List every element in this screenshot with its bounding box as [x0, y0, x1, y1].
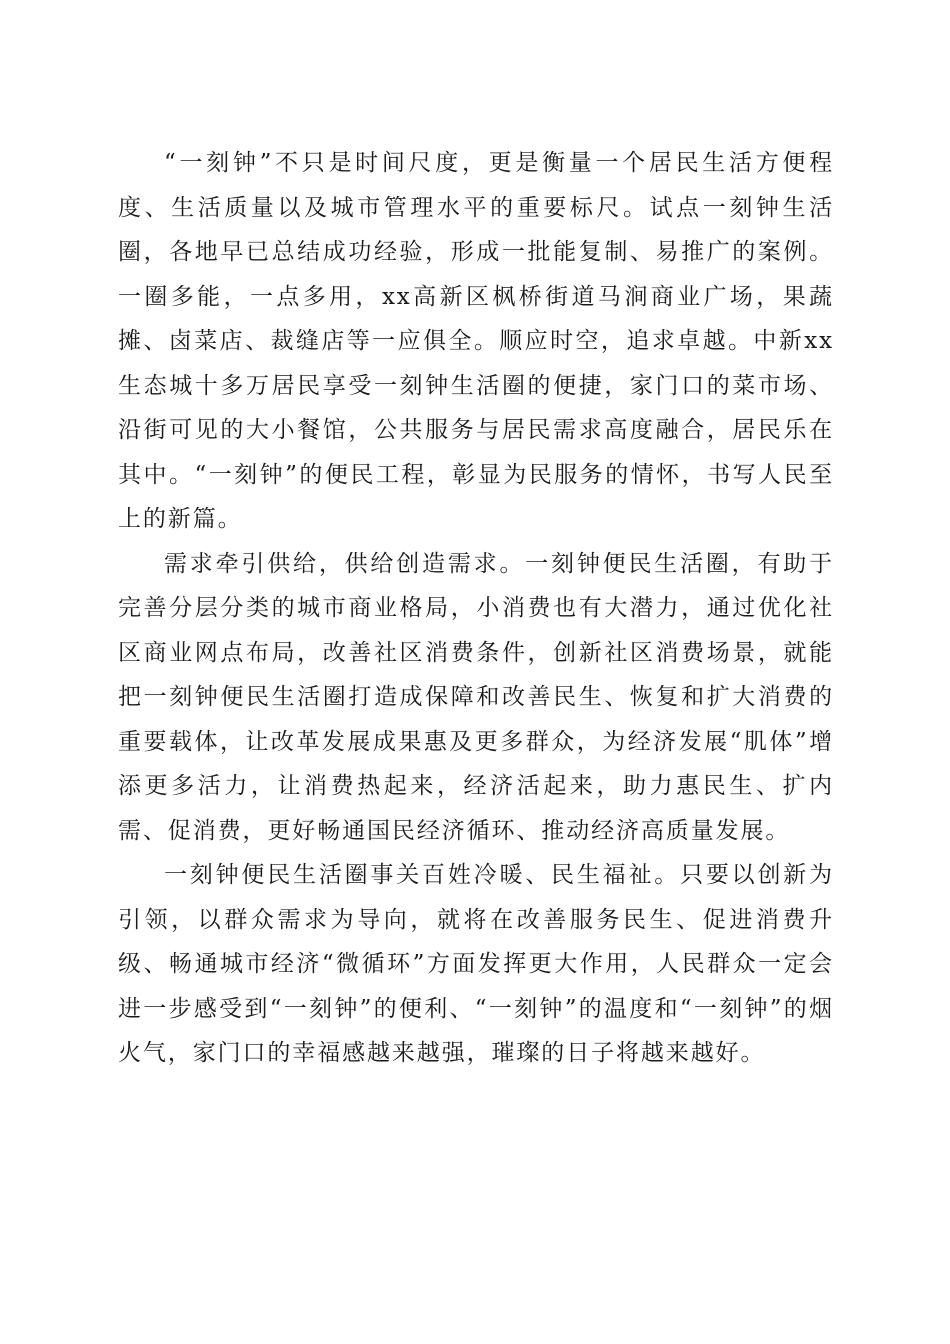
paragraph-3: 一刻钟便民生活圈事关百姓冷暖、民生福祉。只要以创新为引领，以群众需求为导向，就将在改善服务民生、促进消费升级、畅通城市经济“微循环”方面发挥更大作用，人民群众一定会进一步感受到“一刻钟”的便利、“一刻钟”的温度和“一刻钟”的烟火气，家门口的幸福感越来越强，璀璨的日子将越来越好。 [118, 862, 834, 1066]
paragraph-2: 需求牵引供给，供给创造需求。一刻钟便民生活圈，有助于完善分层分类的城市商业格局，小消费也有大潜力，通过优化社区商业网点布局，改善社区消费条件，创新社区消费场景，就能把一刻钟便民生活圈打造成保障和改善民生、恢复和扩大消费的重要载体，让改革发展成果惠及更多群众，为经济发展“肌体”增添更多活力，让消费热起来，经济活起来，助力惠民生、扩内需、促消费，更好畅通国民经济循环、推动经济高质量发展。 [118, 550, 834, 844]
document-body [118, 141, 834, 1076]
paragraph-1: “一刻钟”不只是时间尺度，更是衡量一个居民生活方便程度、生活质量以及城市管理水平的重要标尺。试点一刻钟生活圈，各地早已总结成功经验，形成一批能复制、易推广的案例。一圈多能，一点多用，xx高新区枫桥街道马涧商业广场，果蔬摊、卤菜店、裁缝店等一应俱全。顺应时空，追求卓越。中新xx生态城十多万居民享受一刻钟生活圈的便捷，家门口的菜市场、沿街可见的大小餐馆，公共服务与居民需求高度融合，居民乐在其中。“一刻钟”的便民工程，彰显为民服务的情怀，书写人民至上的新篇。 [118, 150, 834, 532]
